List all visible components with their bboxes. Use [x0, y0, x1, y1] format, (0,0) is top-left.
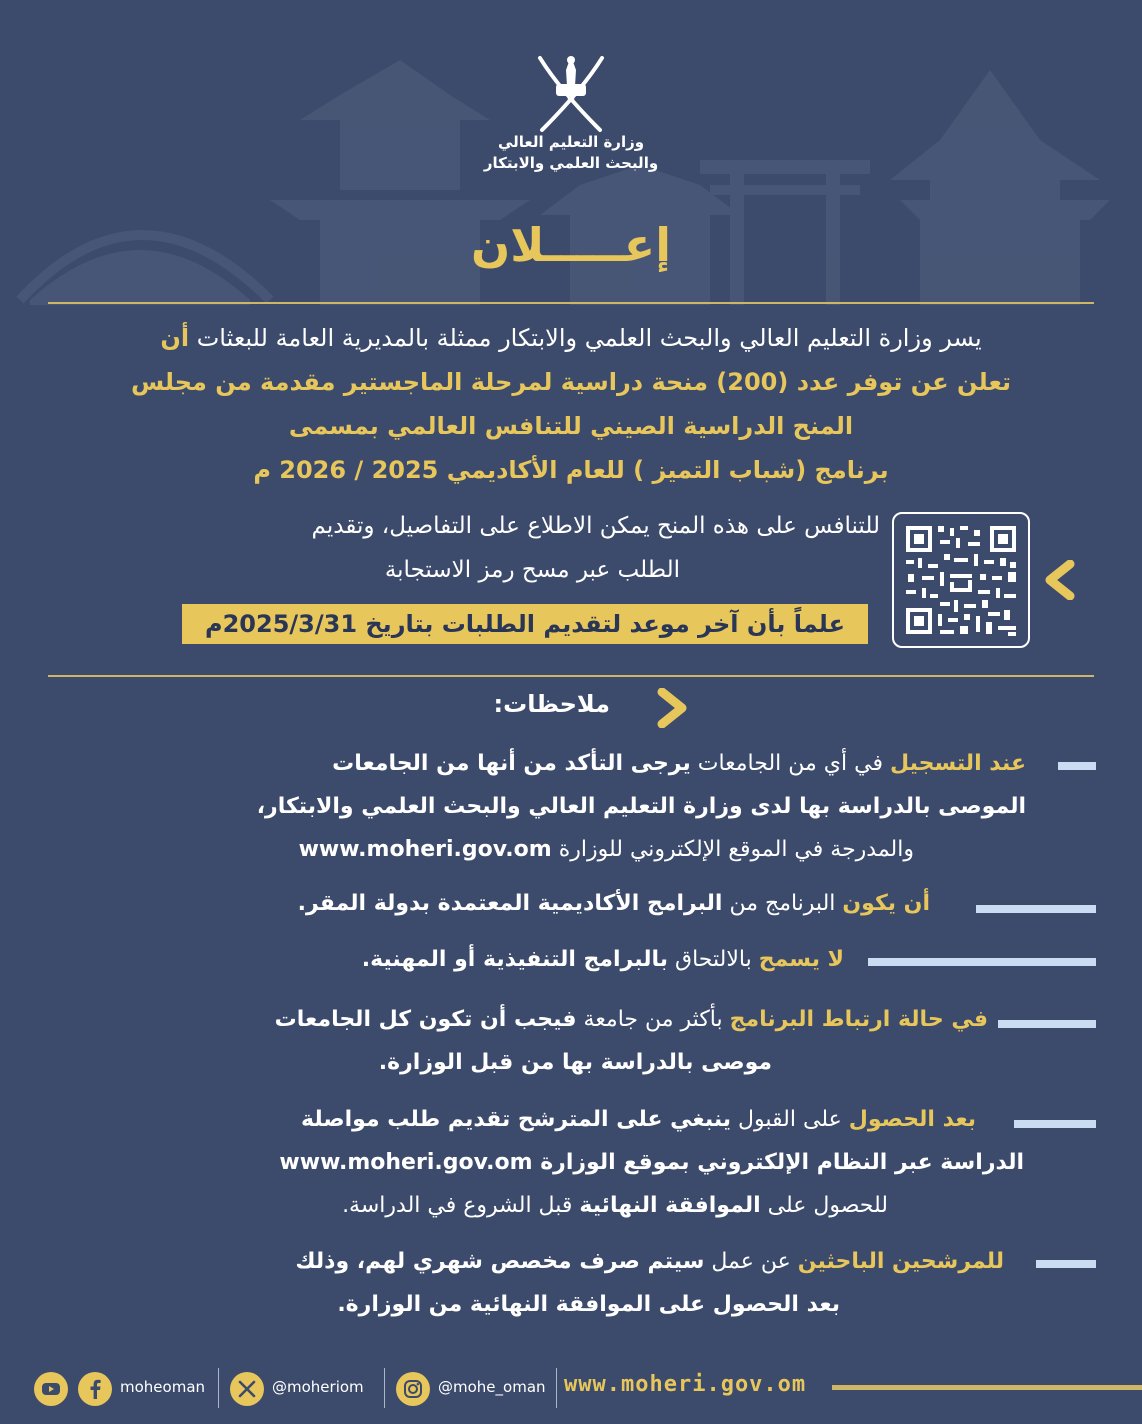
note-6-dash — [1036, 1260, 1096, 1268]
instagram-glyph-icon — [403, 1379, 423, 1399]
note-3-dash — [868, 958, 1096, 966]
note-6-line1 — [40, 1240, 1004, 1283]
x-glyph-icon — [238, 1380, 256, 1398]
qr-code[interactable] — [892, 512, 1030, 648]
footer-website-link[interactable]: www.moheri.gov.om — [564, 1372, 807, 1397]
footer-gold-line — [832, 1385, 1142, 1390]
footer-separator — [218, 1368, 219, 1408]
note-5-highlight: بعد الحصول — [848, 1107, 976, 1132]
youtube-glyph-icon — [41, 1381, 61, 1397]
note-6 — [40, 1240, 1004, 1326]
qr-instructions-line1: للتنافس على هذه المنح يمكن الاطلاع على التفاصيل، وتقديم — [311, 513, 880, 539]
note-4-dash — [998, 1020, 1096, 1028]
note-1-line3-text: والمدرجة في الموقع الإلكتروني للوزارة — [551, 837, 914, 862]
note-3-bold: بالبرامج التنفيذية أو المهنية. — [361, 947, 669, 972]
youtube-icon[interactable] — [34, 1372, 68, 1406]
x-twitter-icon[interactable] — [230, 1372, 264, 1406]
deadline-banner: علماً بأن آخر موعد لتقديم الطلبات بتاريخ 2025/3/31م — [182, 604, 868, 644]
ministry-name — [440, 132, 702, 174]
intro-paragraph — [44, 316, 1098, 492]
note-5-line3-bold: الموافقة النهائية — [579, 1193, 761, 1218]
note-4 — [40, 998, 988, 1084]
note-3 — [40, 938, 844, 981]
note-5-line2 — [40, 1141, 1024, 1184]
note-5-dash — [1014, 1120, 1096, 1128]
facebook-youtube-handle[interactable]: moheoman — [120, 1378, 206, 1396]
note-6-bold: سيتم صرف مخصص شهري لهم، وذلك — [295, 1249, 705, 1274]
note-2-dash — [976, 905, 1096, 913]
note-5-line2-bold: الدراسة عبر النظام الإلكتروني بموقع الوزارة www.moheri.gov.om — [279, 1150, 1024, 1175]
note-1-bold: يرجى التأكد من أنها من الجامعات — [332, 751, 691, 776]
note-1-line3 — [40, 828, 1026, 871]
note-5-text: على القبول — [731, 1107, 849, 1132]
note-4-line2-bold: موصى بالدراسة بها من قبل الوزارة. — [378, 1050, 772, 1075]
notes-chevron-icon — [654, 688, 688, 728]
note-3-line1 — [40, 938, 844, 981]
note-1 — [40, 742, 1026, 871]
note-1-highlight: عند التسجيل — [889, 751, 1026, 776]
note-6-line2 — [40, 1283, 1004, 1326]
note-1-text: في أي من الجامعات — [690, 751, 890, 776]
oman-emblem-icon — [530, 50, 612, 136]
qr-instructions-line2: الطلب عبر مسح رمز الاستجابة — [384, 557, 680, 583]
intro-line-4: برنامج (شباب التميز ) للعام الأكاديمي 2025 / 2026 م — [253, 456, 889, 484]
intro-line-1-gold: أن — [160, 324, 190, 352]
note-3-text: بالالتحاق — [668, 947, 759, 972]
note-1-line2-bold: الموصى بالدراسة بها لدى وزارة التعليم العالي والبحث العلمي والابتكار، — [256, 794, 1026, 819]
note-4-highlight: في حالة ارتباط البرنامج — [729, 1007, 988, 1032]
note-5-line3 — [40, 1184, 976, 1227]
note-1-line2 — [40, 785, 1026, 828]
intro-line-2: تعلن عن توفر عدد (200) منحة دراسية لمرحلة الماجستير مقدمة من مجلس — [130, 368, 1012, 396]
intro-line-3: المنح الدراسية الصيني للتنافس العالمي بمسمى — [288, 412, 854, 440]
note-2-bold: البرامج الأكاديمية المعتمدة بدولة المقر. — [297, 891, 723, 916]
note-1-dash — [1058, 762, 1096, 770]
footer-separator — [384, 1368, 385, 1408]
note-2-highlight: أن يكون — [842, 891, 930, 916]
note-2 — [40, 882, 930, 925]
note-4-bold: فيجب أن تكون كل الجامعات — [274, 1007, 577, 1032]
note-5-line3-text: للحصول على — [760, 1193, 888, 1218]
note-5-line1 — [40, 1098, 976, 1141]
note-1-website-link[interactable]: www.moheri.gov.om — [298, 837, 552, 862]
note-4-text: بأكثر من جامعة — [576, 1007, 730, 1032]
ministry-name-line1: وزارة التعليم العالي — [497, 133, 645, 151]
note-6-line2-bold: بعد الحصول على الموافقة النهائية من الوزارة. — [337, 1292, 840, 1317]
footer-separator — [556, 1368, 557, 1408]
notes-title: ملاحظات: — [493, 690, 610, 718]
note-6-text: عن عمل — [704, 1249, 798, 1274]
facebook-icon[interactable] — [78, 1372, 112, 1406]
note-6-highlight: للمرشحين الباحثين — [797, 1249, 1004, 1274]
note-5-bold: ينبغي على المترشح تقديم طلب مواصلة — [301, 1107, 732, 1132]
note-2-text: البرنامج من — [722, 891, 843, 916]
instagram-handle[interactable]: @mohe_oman — [438, 1378, 546, 1396]
instagram-icon[interactable] — [396, 1372, 430, 1406]
chevron-left-icon — [1042, 560, 1076, 600]
ministry-name-line2: والبحث العلمي والابتكار — [483, 154, 659, 172]
top-divider — [48, 302, 1094, 304]
facebook-glyph-icon — [87, 1379, 103, 1399]
intro-line-1 — [44, 316, 1098, 360]
note-2-line1 — [40, 882, 930, 925]
x-handle[interactable]: @moheriom — [272, 1378, 364, 1396]
intro-line-1-text: يسر وزارة التعليم العالي والبحث العلمي والابتكار ممثلة بالمديرية العامة للبعثات — [189, 324, 982, 352]
qr-code-pattern-icon — [894, 514, 1028, 646]
note-4-line2 — [40, 1041, 988, 1084]
note-1-line1 — [40, 742, 1026, 785]
announcement-title: إعـــــلان — [471, 218, 671, 272]
middle-divider — [48, 675, 1094, 677]
note-5 — [40, 1098, 1024, 1227]
note-5-line3-text2: قبل الشروع في الدراسة. — [342, 1193, 580, 1218]
note-3-highlight: لا يسمح — [758, 947, 844, 972]
qr-instructions — [96, 504, 880, 592]
note-4-line1 — [40, 998, 988, 1041]
